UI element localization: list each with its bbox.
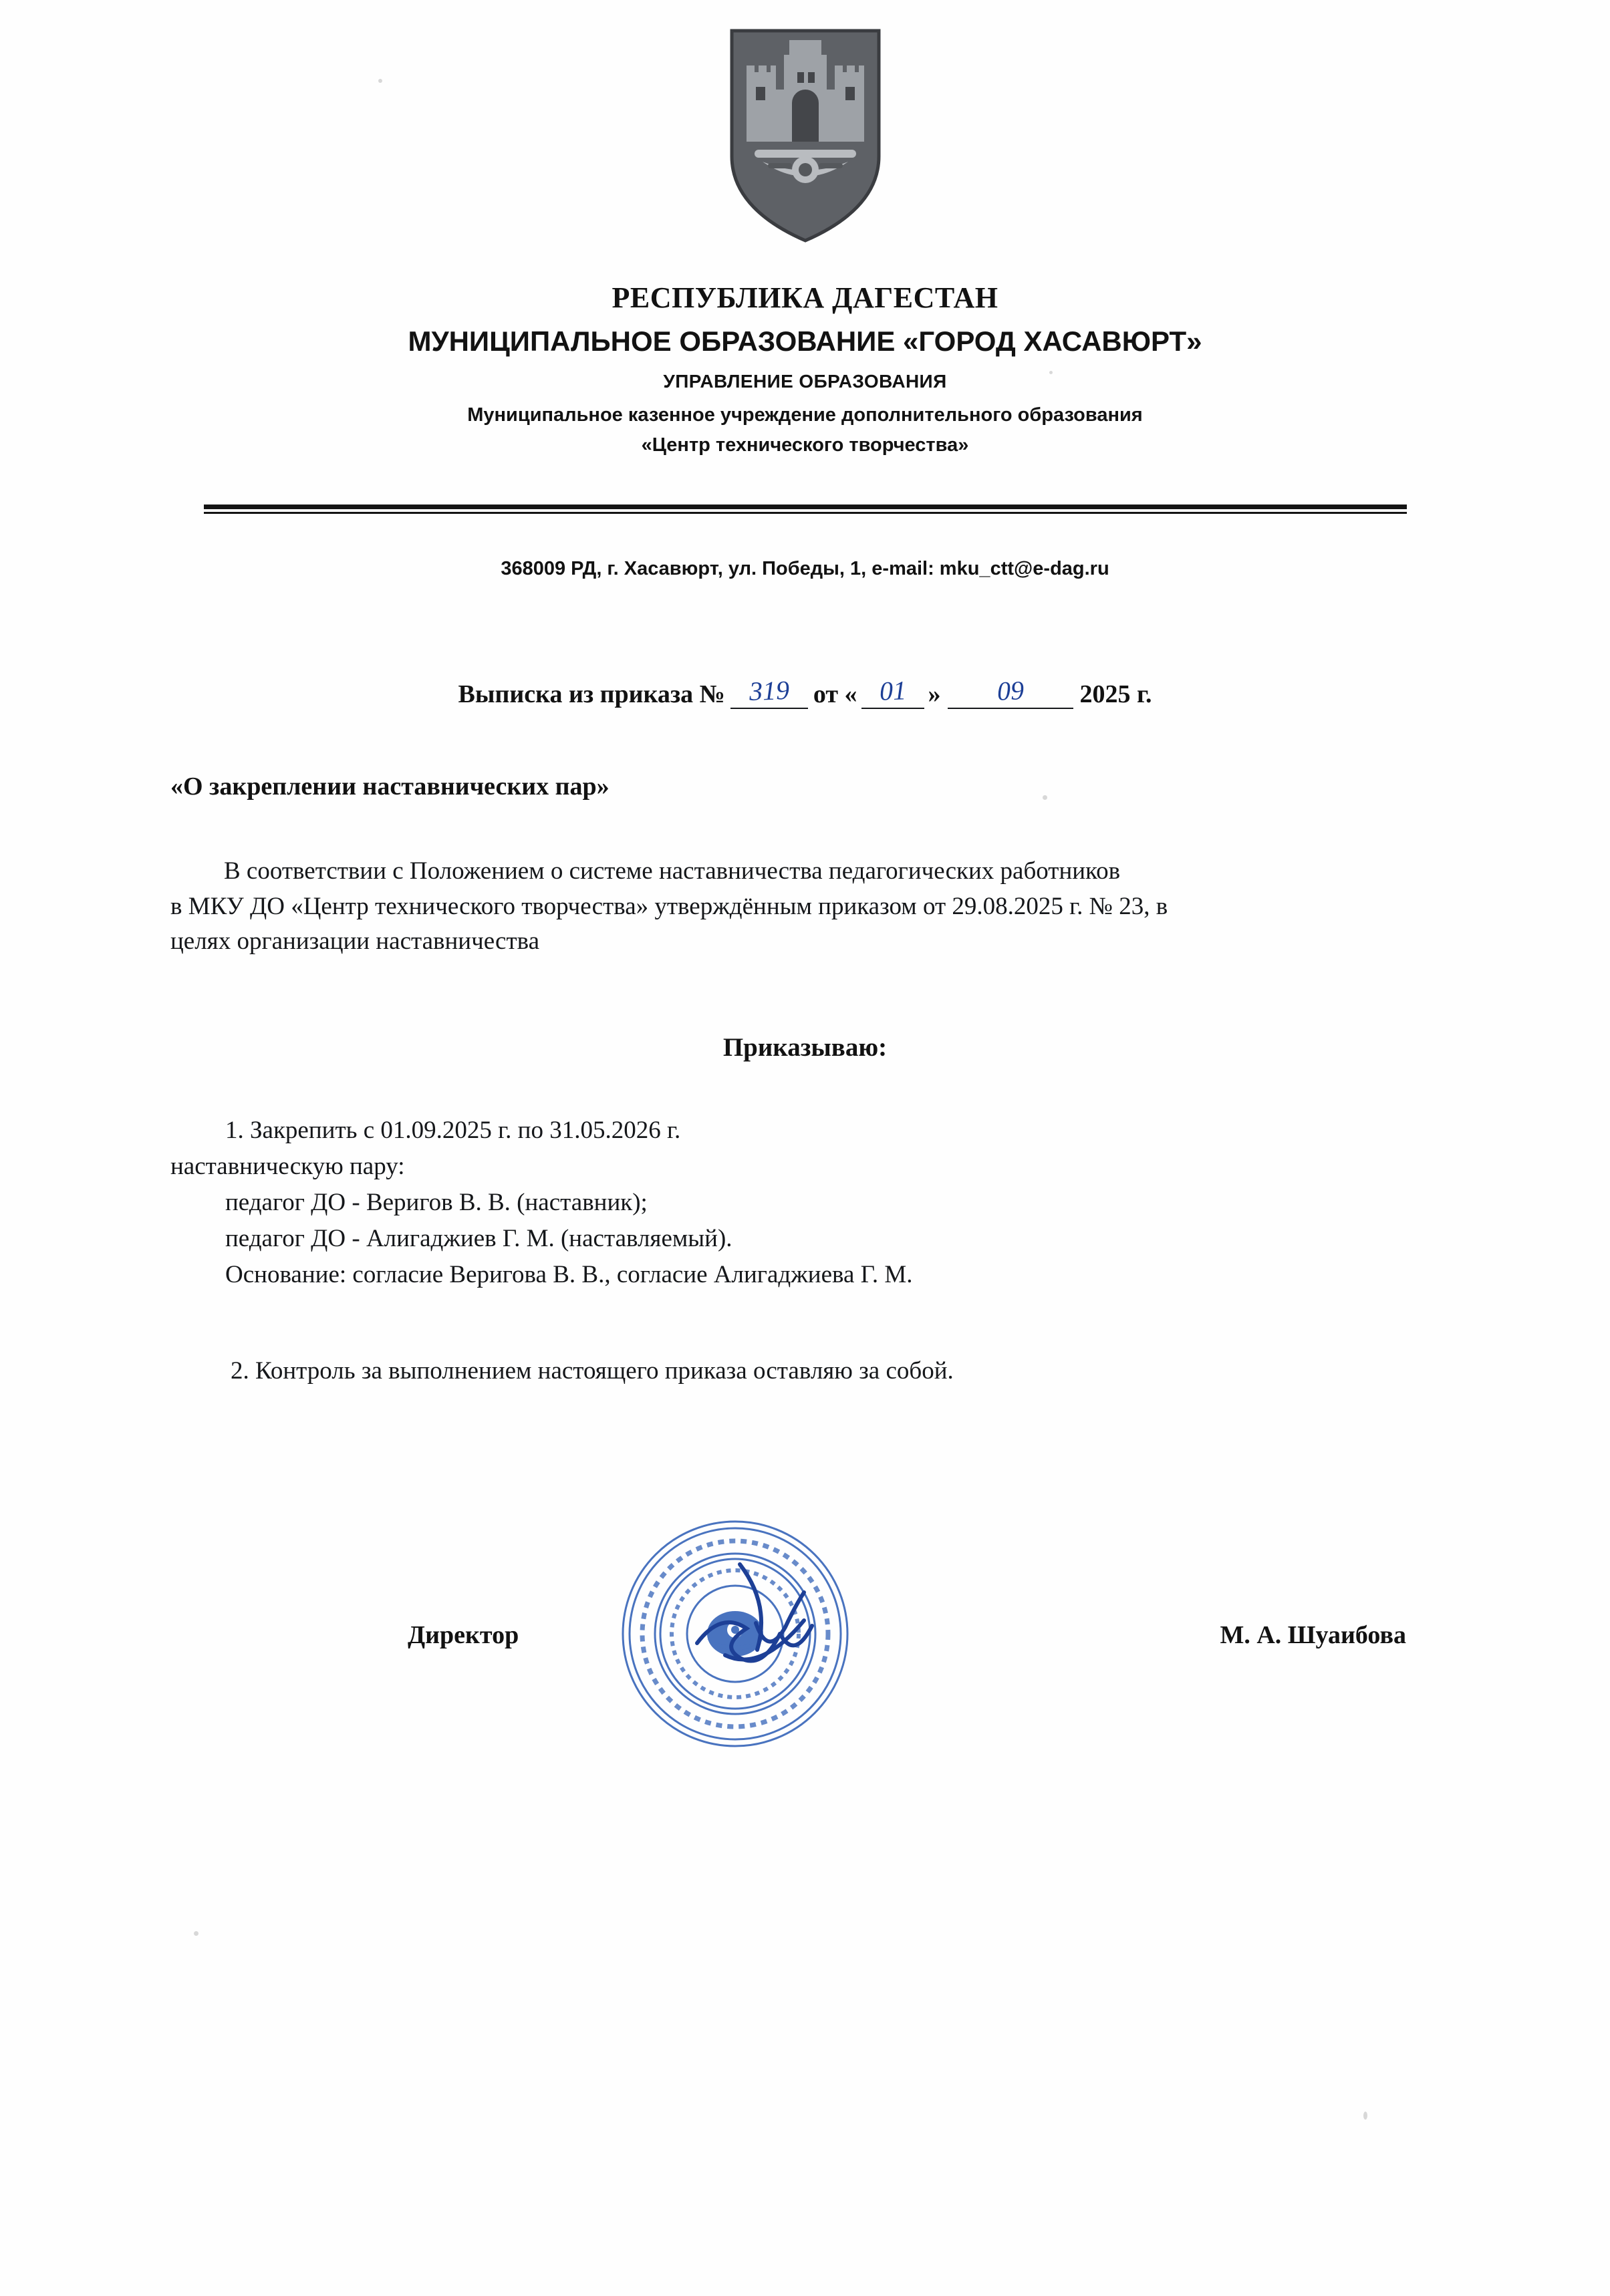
order-item-1-line-2: наставническую пару: [170,1153,405,1181]
order-quote-close: » [928,680,941,708]
order-item-1-line-1: 1. Закрепить с 01.09.2025 г. по 31.05.2026 г. [225,1117,681,1144]
order-items [170,1113,1440,1293]
document-subject: «О закреплении наставнических пар» [170,772,610,801]
official-stamp [618,1500,852,1794]
contact-line: 368009 РД, г. Хасавюрт, ул. Победы, 1, e-mail: mku_ctt@e-dag.ru [501,558,1109,579]
header-republic: РЕСПУБЛИКА ДАГЕСТАН [612,281,998,314]
order-month-blank [948,675,1073,709]
order-month-handwritten: 09 [996,675,1025,706]
header-municipality: МУНИЦИПАЛЬНОЕ ОБРАЗОВАНИЕ «ГОРОД ХАСАВЮРТ» [408,325,1202,357]
order-number-blank [730,675,808,709]
order-item-1-mentee: педагог ДО - Алигаджиев Г. М. (наставляемый). [225,1225,732,1253]
order-number-handwritten: 319 [749,674,790,707]
header-divider [204,505,1407,514]
signature-title: Директор [408,1621,519,1649]
header-department: УПРАВЛЕНИЕ ОБРАЗОВАНИЯ [663,371,947,392]
body-line-3: целях организации наставничества [170,927,540,956]
document-header [0,281,1610,456]
emblem-container [0,25,1610,246]
order-prefix: Выписка из приказа № [458,680,725,708]
document-body [170,854,1440,960]
order-day-handwritten: 01 [878,675,907,706]
order-item-1-mentor: педагог ДО - Веригов В. В. (наставник); [225,1189,648,1217]
divider-thin [204,512,1407,514]
scan-speck [1049,371,1053,374]
order-item-2: 2. Контроль за выполнением настоящего приказа оставляю за собой. [231,1357,954,1385]
body-line-1: В соответствии с Положением о системе наставничества педагогических работников [224,857,1121,885]
order-year: 2025 г. [1079,680,1152,708]
order-reference-line [0,675,1610,709]
scan-speck [194,1931,198,1936]
divider-thick [204,505,1407,509]
coat-of-arms-icon [728,25,883,246]
order-ot-label: от « [813,680,857,708]
order-item-1-basis: Основание: согласие Веригова В. В., согласие Алигаджиева Г. М. [225,1261,913,1289]
scan-speck [1043,795,1047,800]
header-institution-type: Муниципальное казенное учреждение дополнительного образования [467,404,1143,426]
order-keyword: Приказываю: [722,1033,888,1062]
header-institution-name: «Центр технического творчества» [641,434,969,456]
scan-speck [378,79,382,83]
scan-speck [1363,2112,1367,2120]
body-line-2: в МКУ ДО «Центр технического творчества» утверждённым приказом от 29.08.2025 г. № 23, в [170,892,1168,920]
signature-name: М. А. Шуаибова [1220,1621,1406,1649]
order-day-blank [861,675,924,709]
